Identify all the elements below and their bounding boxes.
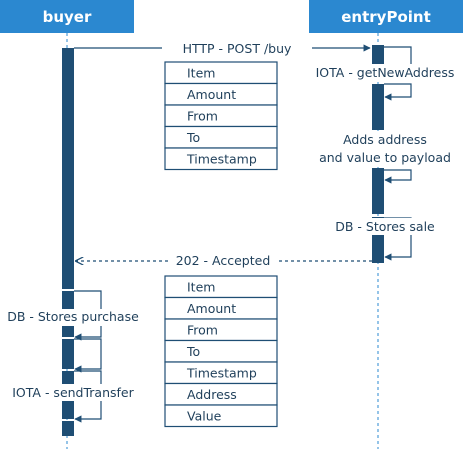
iota-get-address-note: IOTA - getNewAddress [315,65,455,80]
adds-address-note-line2: and value to payload [319,150,451,165]
response-payload-label: Address [187,386,237,402]
buyer-activation-bar [62,339,74,369]
accepted-label: 202 - Accepted [175,253,271,268]
response-payload-cell [165,276,277,298]
request-payload-cell [165,105,277,127]
entrypoint-activation-bar [372,168,384,214]
request-payload-label: Item [187,65,216,81]
response-payload-cell [165,319,277,341]
entrypoint-activation-bar [372,84,384,130]
adds-address-note-line1: Adds address [343,132,427,147]
self-call-arrow [384,170,411,180]
request-payload-table [165,62,277,170]
self-call-arrow [74,339,101,369]
self-call-arrow [384,84,411,97]
response-payload-cell [165,341,277,363]
entrypoint-actor-label: entryPoint [341,8,431,26]
request-payload-label: From [187,108,218,124]
response-payload-label: To [187,343,201,359]
response-payload-table [165,276,277,427]
buyer-activation-bar [62,48,74,289]
http-post-label: HTTP - POST /buy [182,41,292,56]
response-payload-label: Timestamp [187,365,257,381]
buyer-actor-label: buyer [42,8,92,26]
response-payload-label: From [187,322,218,338]
request-payload-label: To [187,129,201,145]
response-payload-label: Amount [187,300,237,316]
buyer-activation-bar [62,421,74,436]
response-payload-label: Item [187,279,216,295]
db-stores-sale-note: DB - Stores sale [335,219,435,234]
iota-send-transfer-note: IOTA - sendTransfer [12,385,134,400]
request-payload-cell [165,127,277,149]
request-payload-cell [165,62,277,84]
request-payload-label: Amount [187,86,237,102]
db-stores-purchase-note: DB - Stores purchase [7,309,139,324]
response-payload-label: Value [187,408,222,424]
request-payload-label: Timestamp [187,151,257,167]
